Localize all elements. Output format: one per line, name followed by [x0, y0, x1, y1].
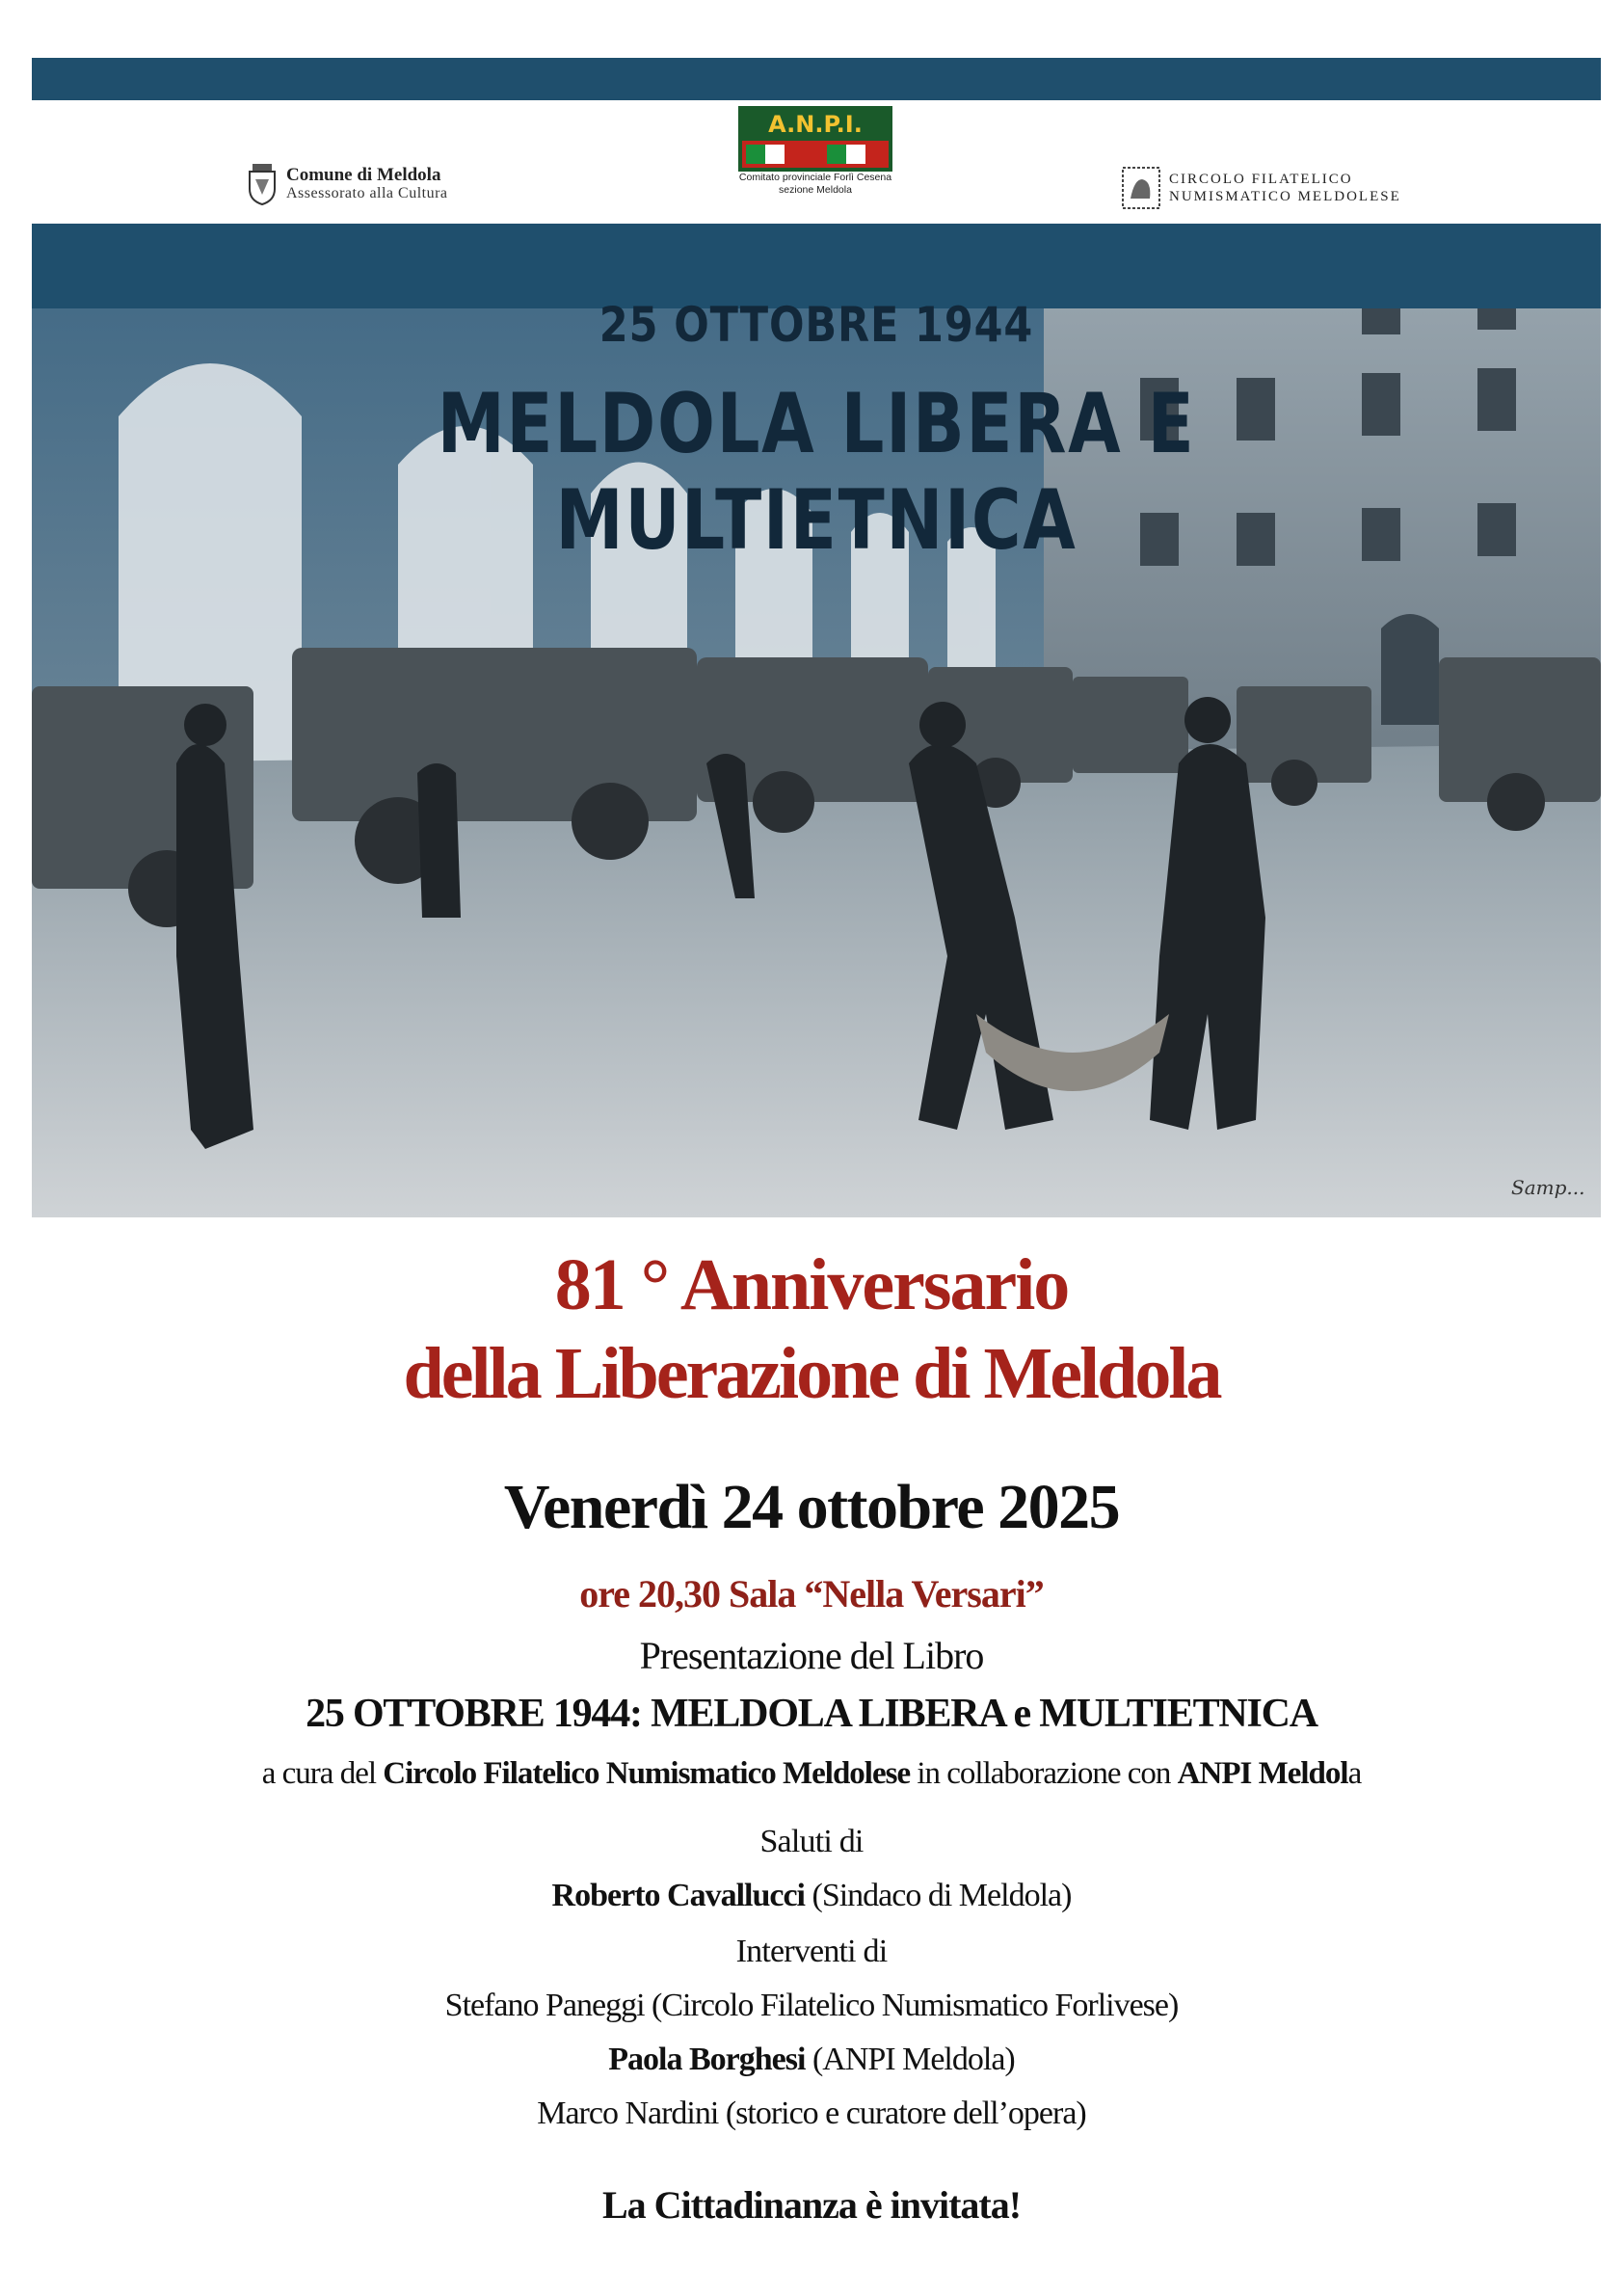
circolo-line-1: CIRCOLO FILATELICO — [1169, 172, 1353, 187]
curata-partner: ANPI Meldol — [1177, 1756, 1348, 1791]
sindaco-line — [0, 1878, 1623, 1914]
curata-prefix: a cura del — [261, 1756, 384, 1791]
anpi-caption-1: Comitato provinciale Forlì Cesena — [738, 172, 892, 183]
saluti-label: Saluti di — [759, 1824, 864, 1859]
hero-title: MELDOLA LIBERA E MULTIETNICA — [437, 376, 1196, 569]
hero-date: 25 OTTOBRE 1944 — [599, 297, 1034, 353]
speaker-2 — [0, 2042, 1623, 2078]
anpi-name: A.N.P.I. — [768, 111, 863, 138]
event-date: Venerdì 24 ottobre 2025 — [503, 1472, 1120, 1542]
curata-line — [0, 1756, 1623, 1792]
stamp-icon — [1121, 166, 1161, 210]
speaker-2-name: Paola Borghesi — [608, 2042, 806, 2077]
sindaco-name: Roberto Cavallucci — [551, 1878, 805, 1913]
comune-title: Comune di Meldola — [286, 165, 441, 185]
title-band — [32, 224, 1601, 308]
circolo-logo — [1121, 166, 1401, 210]
curata-suffix: a — [1347, 1756, 1362, 1791]
hero-banner — [32, 58, 1601, 1217]
speaker-2-role: (ANPI Meldola) — [805, 2042, 1015, 2077]
comune-logo — [246, 162, 448, 206]
curata-mid: in collaborazione con — [910, 1756, 1178, 1791]
top-band — [32, 58, 1601, 100]
book-title: 25 OTTOBRE 1944: MELDOLA LIBERA e MULTIETNICA — [306, 1692, 1317, 1736]
sindaco-role: (Sindaco di Meldola) — [805, 1878, 1072, 1913]
closing-invitation: La Cittadinanza è invitata! — [601, 2183, 1022, 2227]
anpi-flag — [738, 106, 892, 172]
curata-organizer: Circolo Filatelico Numismatico Meldolese — [383, 1756, 911, 1791]
event-venue: ore 20,30 Sala “Nella Versari” — [579, 1572, 1044, 1615]
anpi-flag-icon — [738, 106, 892, 172]
interventi-label: Interventi di — [735, 1934, 888, 1969]
anniversary-line-1: 81 ° Anniversario — [554, 1244, 1069, 1325]
anniversary-line-2: della Liberazione di Meldola — [403, 1333, 1220, 1414]
crest-icon — [246, 162, 279, 206]
photo-signature: Samp... — [1511, 1176, 1585, 1199]
speaker-3: Marco Nardini (storico e curatore dell’opera) — [537, 2096, 1086, 2131]
speaker-1: Stefano Paneggi (Circolo Filatelico Numismatico Forlivese) — [444, 1988, 1179, 2023]
anpi-caption-2: sezione Meldola — [779, 184, 852, 196]
historic-photo — [32, 224, 1601, 1217]
presentation-label: Presentazione del Libro — [639, 1634, 984, 1677]
comune-subtitle: Assessorato alla Cultura — [286, 185, 448, 201]
circolo-line-2: NUMISMATICO MELDOLESE — [1169, 189, 1401, 204]
anpi-logo — [738, 106, 892, 197]
